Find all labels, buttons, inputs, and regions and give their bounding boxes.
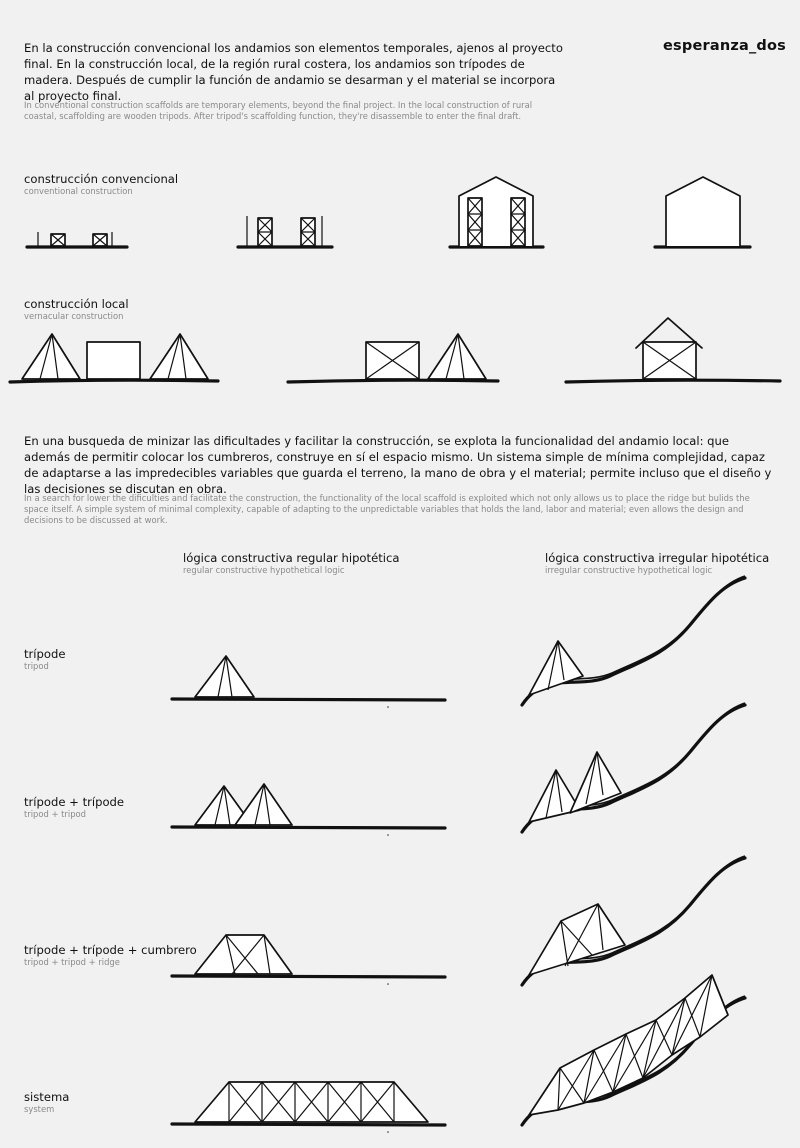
irregular-logic-title: lógica constructiva irregular hipotética — [545, 551, 770, 565]
search-paragraph-en: In a search for lower the dificulties and facilitate the construction, the functionality of the local scaffold is exploited which not only allows us to place the ridge but bulids the space itself. A simple system of minimal complexity, capable of adapting to the unpredictable variables that holds the land, labor and material; even allows the design and decisions to be discussed at work. — [24, 493, 750, 525]
search-paragraph-es: En una busqueda de minizar las dificultades y facilitar la construcción, se explota la funcionalidad del andamio local: que además de permitir colocar los cumbreros, construye en sí el espacio mismo. Un sistema simple de mínima complejidad, capaz de adaptarse a las impredecibles variables que guarda el terreno, la mano de obra y el material; permite incluso que el diseño y las decisiones se discutan en obra. — [24, 434, 772, 496]
conventional-stage-2 — [238, 216, 332, 247]
local-stage-1 — [10, 334, 218, 382]
irregular-tripods-ridge — [522, 856, 745, 985]
row-two-tripods-title: trípode + trípode — [24, 795, 125, 809]
row-tripod-title: trípode — [24, 647, 66, 661]
row-tripods-ridge-subtitle: tripod + tripod + ridge — [24, 957, 120, 967]
regular-logic-subtitle: regular constructive hypothetical logic — [183, 565, 345, 575]
local-subtitle: vernacular construction — [24, 311, 124, 321]
row-tripod-subtitle: tripod — [24, 661, 49, 671]
regular-system — [172, 1082, 445, 1133]
row-tripods-ridge-title: trípode + trípode + cumbrero — [24, 943, 197, 957]
local-title: construcción local — [24, 297, 129, 311]
conventional-stage-4 — [655, 177, 750, 247]
row-system-title: sistema — [24, 1090, 70, 1104]
conventional-stage-1 — [27, 232, 127, 247]
irregular-two-tripods — [522, 703, 745, 832]
conventional-stage-3 — [450, 177, 543, 247]
brand-title: esperanza_dos — [663, 38, 786, 54]
row-system-subtitle: system — [24, 1104, 55, 1114]
conventional-subtitle: conventional construction — [24, 186, 133, 196]
intro-paragraph-es: En la construcción convencional los andamios son elementos temporales, ajenos al proyecto final. En la construcción local, de la región rural costera, los andamios son trípodes de madera. Después de cumplir la función de andamio se desarman y el material se incorpora al proyecto final. — [24, 41, 563, 103]
row-two-tripods-subtitle: tripod + tripod — [24, 809, 86, 819]
irregular-system — [522, 975, 745, 1125]
regular-two-tripods — [172, 784, 445, 836]
irregular-logic-subtitle: irregular constructive hypothetical logic — [545, 565, 713, 575]
regular-tripod — [172, 656, 445, 708]
intro-paragraph-en: In conventional construction scaffolds are temporary elements, beyond the final project. In the local construction of rural coastal, scaffolding are wooden tripods. After tripod's scaffolding function, they're disassemble to enter the final draft. — [24, 100, 533, 121]
conventional-title: construcción convencional — [24, 172, 179, 186]
local-stage-2 — [288, 334, 498, 382]
irregular-tripod — [522, 576, 745, 705]
regular-tripods-ridge — [172, 935, 445, 985]
local-stage-3 — [566, 318, 780, 382]
regular-logic-title: lógica constructiva regular hipotética — [183, 551, 400, 565]
